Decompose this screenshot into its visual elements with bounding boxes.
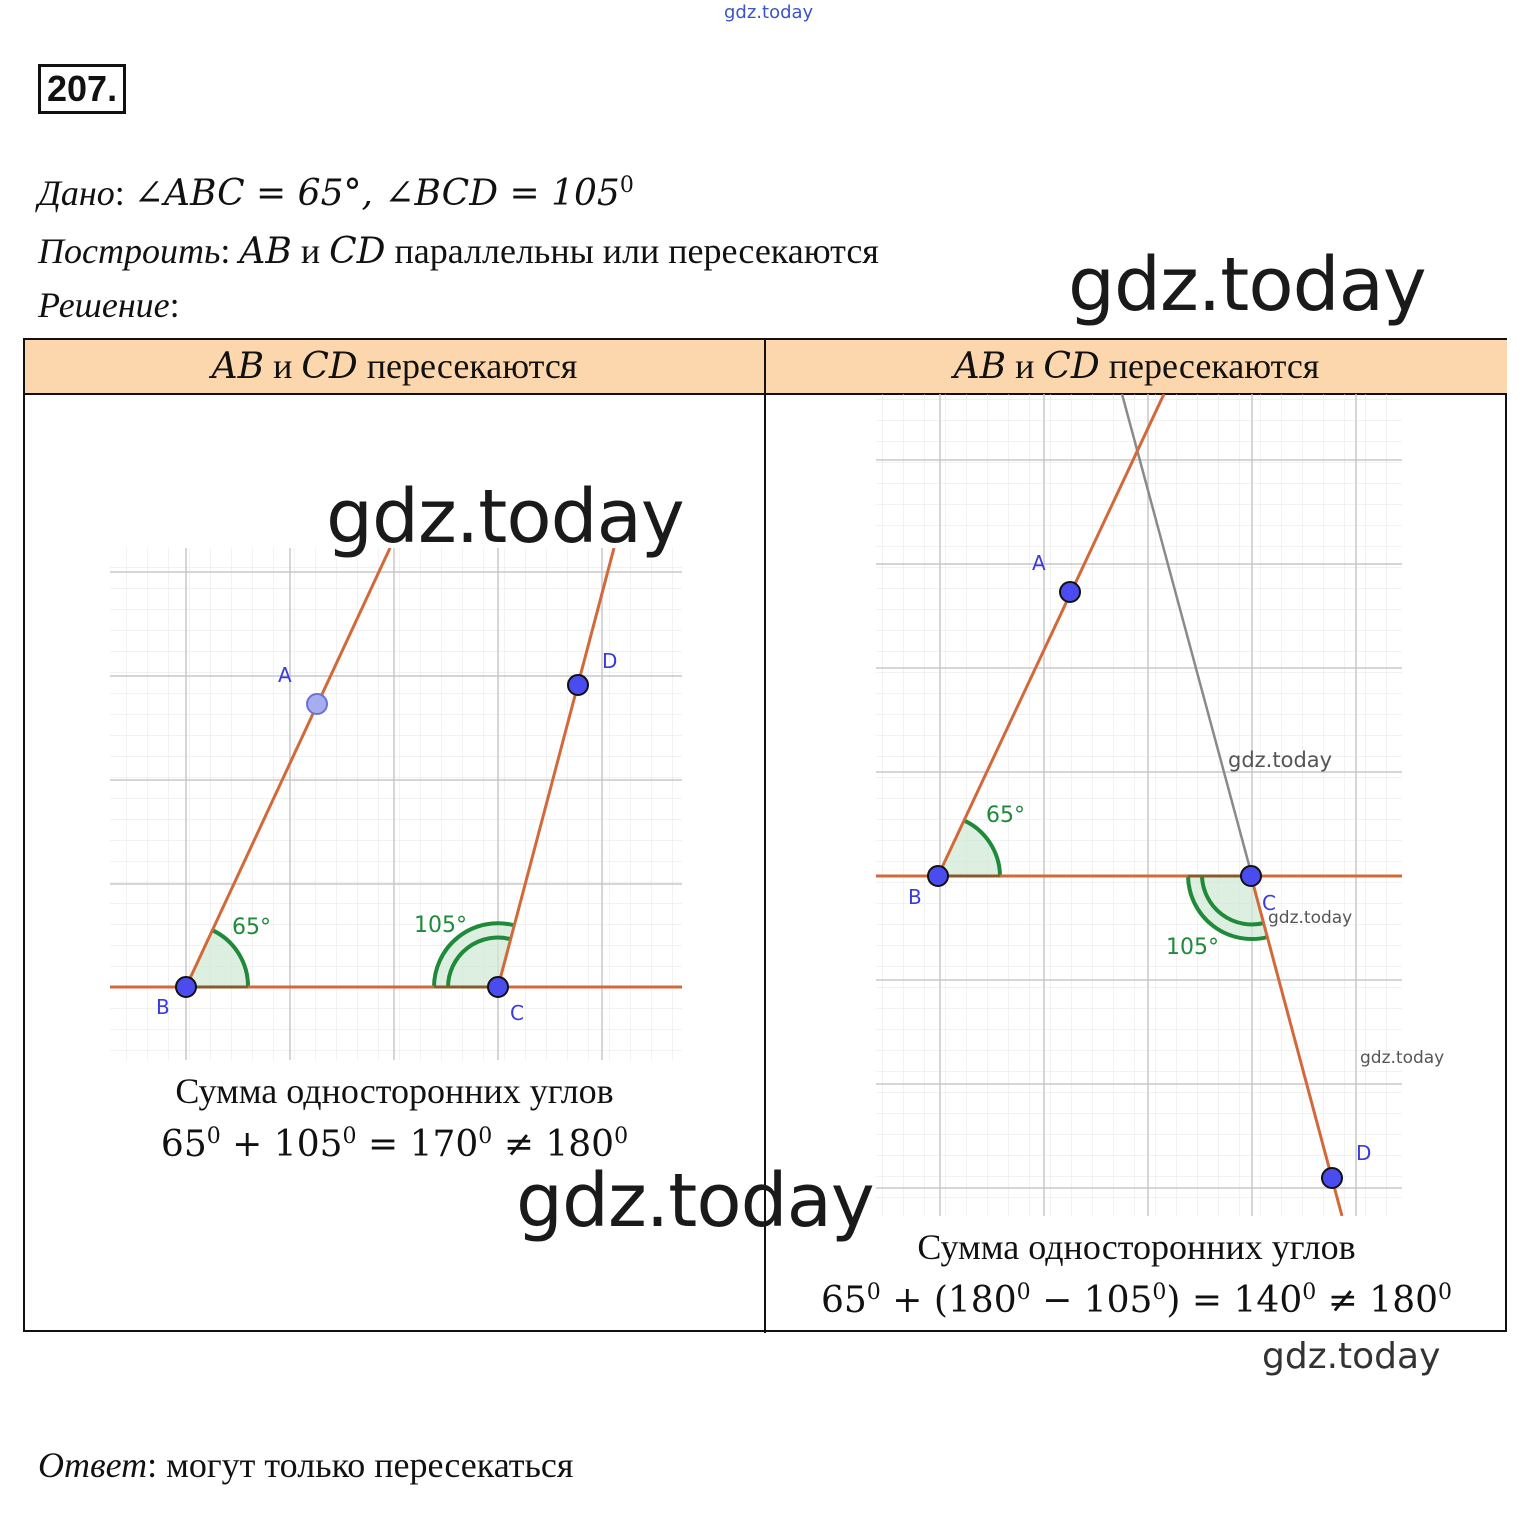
construct-ab: AB [239,231,292,272]
header-right-cd: CD [1043,346,1100,387]
watermark-small-2: gdz.today [1268,908,1353,928]
label-b: B [156,995,170,1019]
given-line: Дано: ∠ABC = 65°, ∠BCD = $105^0$ [38,173,634,214]
construct-and: и [291,231,330,271]
r-label-c: C [1262,891,1276,915]
left-caption: Сумма односторонних углов [175,1071,614,1111]
label-d: D [602,649,618,673]
right-caption: Сумма односторонних углов [917,1227,1356,1267]
point-a [307,694,327,714]
header-left [25,340,766,395]
answer-text: : могут только пересекаться [147,1445,574,1485]
watermark-small-1: gdz.today [1228,748,1333,772]
construct-cd: CD [329,231,386,272]
label-angle-abc: 65° [232,915,271,940]
right-formula: $65^0 + (180^0 - 105^0) = 140^0 \ne 180^0$ [820,1280,1453,1321]
construct-line: Построить: AB и CD параллельны или пересекаются [38,231,879,272]
r-label-d: D [1356,1141,1372,1165]
watermark-top: gdz.today [724,2,814,23]
watermark-big-2: gdz.today [326,474,684,560]
given-text: ∠ABC = 65°, ∠BCD = 105 [133,173,620,214]
watermark-big-1: gdz.today [1068,242,1426,328]
r-label-angle-abc: 65° [986,803,1025,828]
given-label: Дано [38,173,115,213]
header-left-and: и [264,346,302,386]
header-left-text: пересекаются [357,346,578,386]
left-formula: $65^0 + 105^0 = 170^0 \ne 180^0$ [160,1124,629,1165]
construct-rest: параллельны или пересекаются [385,231,879,271]
answer-label: Ответ [38,1445,148,1485]
label-c: C [510,1001,524,1025]
header-left-ab: AB [211,346,265,387]
header-left-cd: CD [301,346,358,387]
point-c [488,977,508,997]
construct-label: Построить [38,231,221,271]
r-label-b: B [908,885,922,909]
header-right [766,340,1507,395]
solution-label: Решение [38,285,170,325]
point-b [176,977,196,997]
right-figure [876,394,1402,1216]
r-label-angle-bcd: 105° [1166,935,1219,960]
header-right-and: и [1006,346,1044,386]
r-point-a [1060,582,1080,602]
given-sup: 0 [619,173,634,198]
right-grid-minor [876,394,1402,1216]
label-angle-bcd: 105° [414,913,467,938]
header-right-text: пересекаются [1099,346,1320,386]
watermark-mid: gdz.today [1262,1336,1441,1377]
watermark-small-3: gdz.today [1360,1048,1445,1068]
label-a: A [278,663,292,687]
task-number: 207. [38,64,126,114]
left-figure [110,548,682,1060]
watermark-big-3: gdz.today [516,1158,874,1244]
r-label-a: A [1032,551,1046,575]
header-right-ab: AB [953,346,1007,387]
point-d [568,675,588,695]
answer-line [38,1444,573,1486]
r-point-d [1322,1168,1342,1188]
solution-line: Решение: [38,285,180,325]
r-point-b [928,866,948,886]
r-point-c [1241,866,1261,886]
